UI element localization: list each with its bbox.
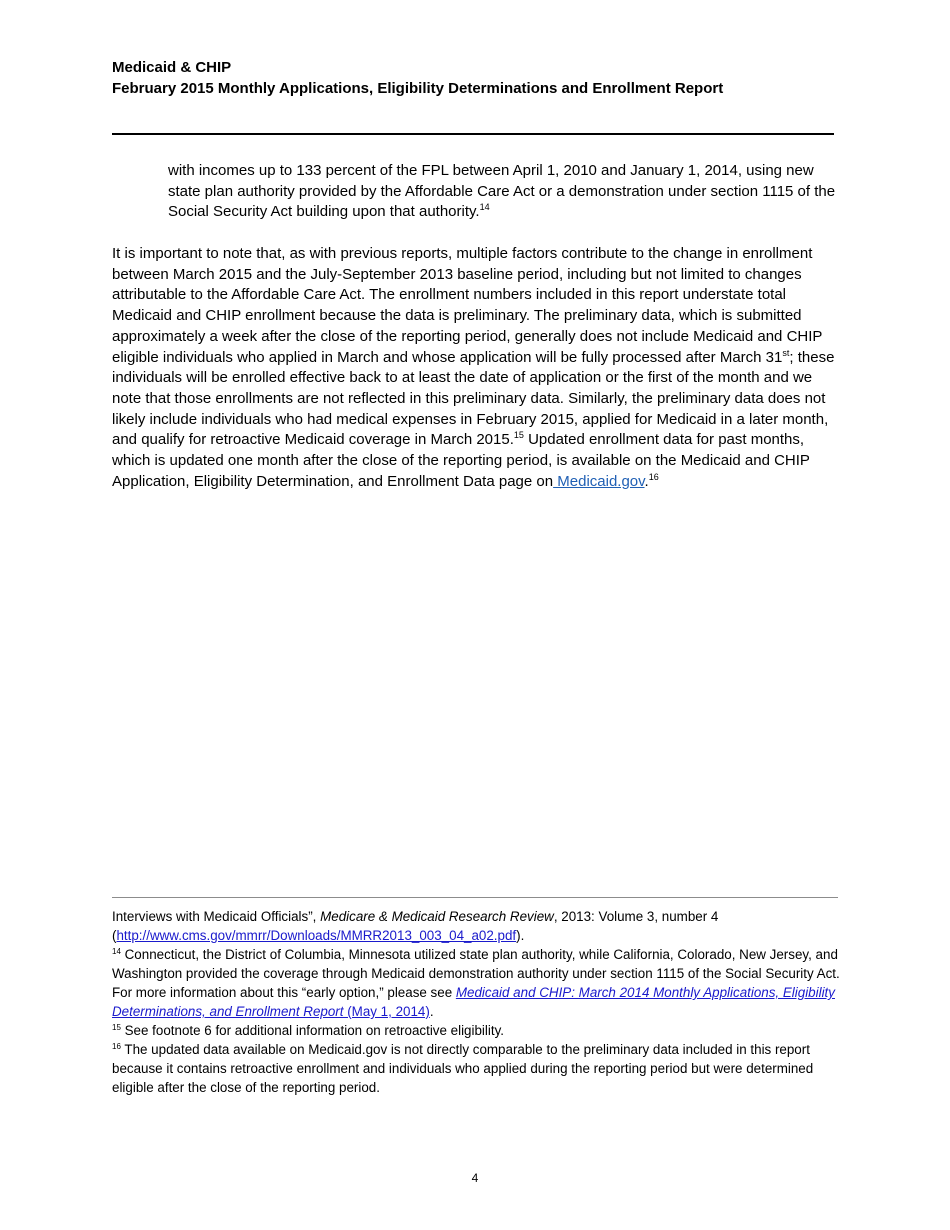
paragraph-text-1: It is important to note that, as with previous reports, multiple factors contribute to the change in enrollment between March 2015 and the July-September 2013 baseline period, including but not limited to changes attributable to the Affordable Care Act. The enrollment numbers included in this report understate total Medicaid and CHIP enrollment because the data is preliminary. The preliminary data, which is submitted approximately a week after the close of the reporting period, generally does not include Medicaid and CHIP eligible individuals who applied in March and whose application will be fully processed after March 31 [112,245,823,366]
footnote-cont-volume: , 2013: Volume 3, number 4 [553,909,719,924]
footnote-14-number: 14 [112,947,121,956]
footnote-16 [112,1040,840,1097]
medicaid-gov-link[interactable]: Medicaid.gov [553,472,645,490]
footnote-16-text: The updated data available on Medicaid.gov is not directly comparable to the preliminary data included in this report because it contains retroactive enrollment and individuals who applied during the reporting period but were determined eligible after the close of the reporting period. [112,1042,814,1095]
footnote-15-number: 15 [112,1023,121,1032]
footnote-ref-15[interactable]: 15 [513,430,524,441]
paren-open: ( [112,928,117,943]
paragraph-text-2: ; these individuals will be enrolled effective back to at least the date of application or the first of the month and we note that those enrollments are not reflected in this preliminary data. Similarly, the preliminary data does not likely include individuals who had medical expenses in February 2015, applied for Medicaid in a later month, and qualify for retroactive Medicaid coverage in March 2015. [112,348,835,449]
mmrr-pdf-link[interactable]: http://www.cms.gov/mmrr/Downloads/MMRR2013_003_04_a02.pdf [116,928,517,943]
footnote-separator [112,897,838,898]
footnote-15 [112,1021,840,1040]
indented-text: with incomes up to 133 percent of the FPL between April 1, 2010 and January 1, 2014, using new state plan authority provided by the Affordable Care Act or a demonstration under section 1115 of the Social Security Act building upon that authority. [168,162,836,221]
footnote-16-number: 16 [112,1042,121,1051]
paragraph-text-3: Updated enrollment data for past months, which is updated one month after the close of the reporting period, is available on the Medicaid and CHIP Application, Eligibility Determination, and Enrollment Data page on [112,431,810,490]
paragraph-period: . [644,472,649,490]
journal-title: Medicare & Medicaid Research Review [320,909,554,924]
footnote-cont-text: Interviews with Medicaid Officials”, [112,909,321,924]
footnote-14-text: Connecticut, the District of Columbia, Minnesota utilized state plan authority, while California, Colorado, New Jersey, and Washington provided the coverage through Medicaid demonstration authority under section 1115 of the Social Security Act. For more information about this “early option,” please see [112,947,840,1000]
page-header [112,57,842,99]
footnote-14 [112,945,840,1021]
footnote-continuation [112,907,840,945]
paren-close: ). [516,928,525,943]
header-subtitle: February 2015 Monthly Applications, Eligibility Determinations and Enrollment Report [112,80,724,97]
superscript-st: st [782,347,790,358]
march-2014-report-title[interactable]: Medicaid and CHIP: March 2014 Monthly Applications, Eligibility Determinations, and Enrollment Report [112,985,835,1019]
indented-paragraph [168,161,840,223]
footnote-15-text: See footnote 6 for additional information on retroactive eligibility. [120,1023,504,1038]
main-paragraph [112,244,840,492]
header-rule [112,133,834,135]
footnote-ref-16[interactable]: 16 [648,471,659,482]
header-title: Medicaid & CHIP [112,59,232,76]
footnote-ref-14[interactable]: 14 [479,202,490,213]
page-number: 4 [471,1171,479,1185]
footnote-14-end: . [429,1004,434,1019]
footnotes-section [112,907,840,1097]
march-2014-report-date[interactable]: (May 1, 2014) [343,1004,430,1019]
